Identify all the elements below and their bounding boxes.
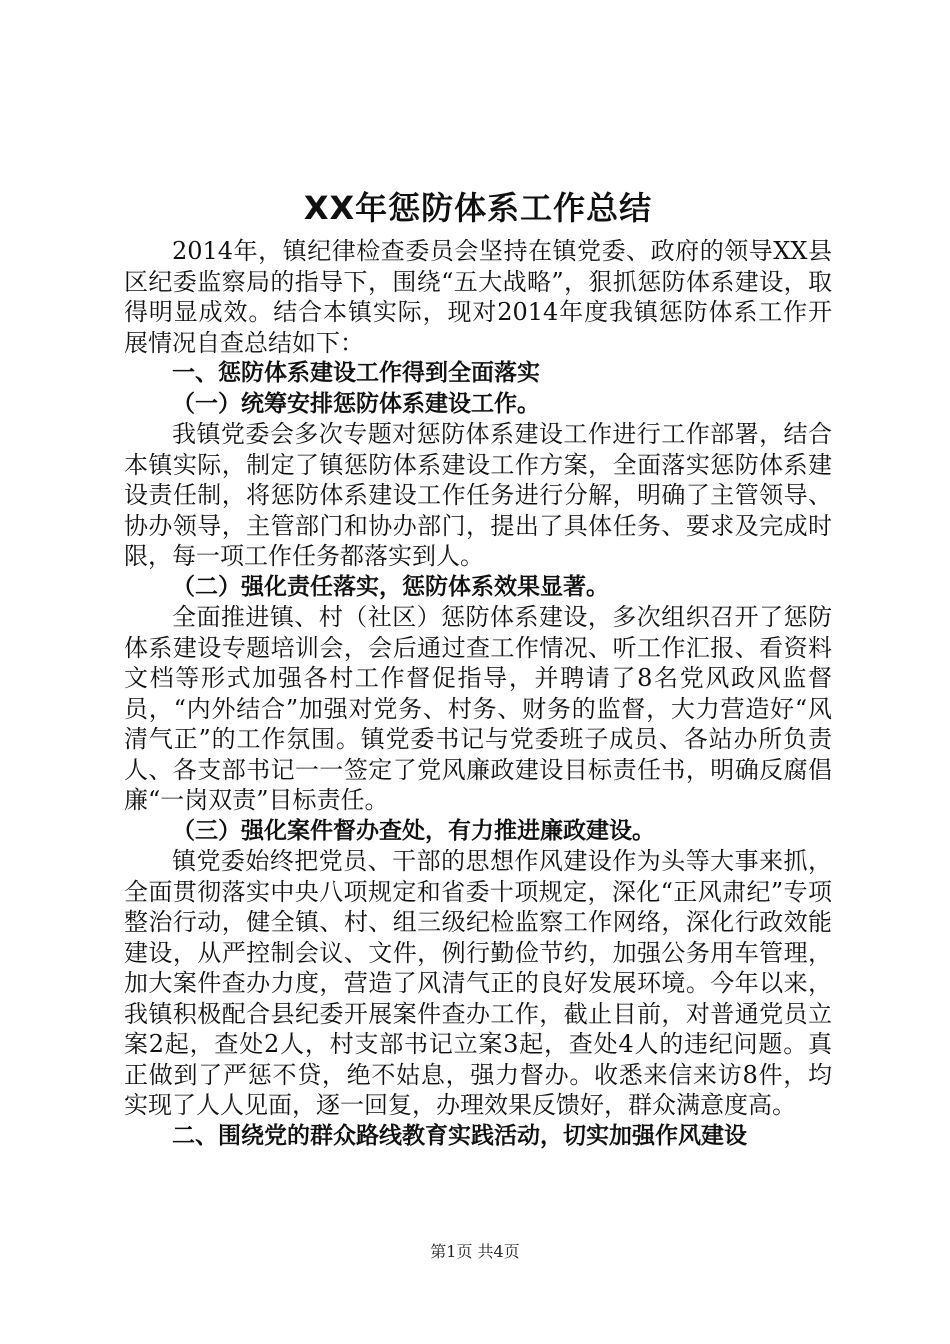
- subsection-heading-1-1: （一）统筹安排惩防体系建设工作。: [172, 390, 540, 417]
- section-heading-1: 一、惩防体系建设工作得到全面落实: [172, 360, 540, 386]
- page-number-footer: 第1页 共4页: [430, 1242, 520, 1261]
- document-title: XX年惩防体系工作总结: [303, 189, 653, 227]
- document-body: [124, 186, 832, 1151]
- section-heading-2: 二、围绕党的群众路线教育实践活动，切实加强作风建设: [172, 1122, 747, 1149]
- subsection-heading-1-2: （二）强化责任落实，惩防体系效果显著。: [172, 573, 609, 600]
- intro-paragraph: 2014年，镇纪律检查委员会坚持在镇党委、政府的领导XX县区纪委监察局的指导下，围绕“五大战略”，狠抓惩防体系建设，取得明显成效。结合本镇实际，现对2014年度我镇惩防体系工作开展情况自查总结如下：: [124, 237, 832, 357]
- body-paragraph-3: 镇党委始终把党员、干部的思想作风建设作为头等大事来抓，全面贯彻落实中央八项规定和省委十项规定，深化“正风肃纪”专项整治行动，健全镇、村、组三级纪检监察工作网络，深化行政效能建设，从严控制会议、文件，例行勤俭节约，加强公务用车管理，加大案件查办力度，营造了风清气正的良好发展环境。今年以来，我镇积极配合县纪委开展案件查办工作，截止目前，对普通党员立案2起，查处2人，村支部书记立案3起，查处4人的违纪问题。真正做到了严惩不贷，绝不姑息，强力督办。收悉来信来访8件，均实现了人人见面，逐一回复，办理效果反馈好，群众满意度高。: [124, 847, 832, 1119]
- body-paragraph-1: 我镇党委会多次专题对惩防体系建设工作进行工作部署，结合本镇实际，制定了镇惩防体系建设工作方案，全面落实惩防体系建设责任制，将惩防体系建设工作任务进行分解，明确了主管领导、协办领导，主管部门和协办部门，提出了具体任务、要求及完成时限，每一项工作任务都落实到人。: [124, 420, 832, 570]
- body-paragraph-2: 全面推进镇、村（社区）惩防体系建设，多次组织召开了惩防体系建设专题培训会，会后通过查工作情况、听工作汇报、看资料文档等形式加强各村工作督促指导，并聘请了8名党风政风监督员，“内外结合”加强对党务、村务、财务的监督，大力营造好“风清气正”的工作氛围。镇党委书记与党委班子成员、各站办所负责人、各支部书记一一签定了党风廉政建设目标责任书，明确反腐倡廉“一岗双责”目标责任。: [124, 603, 832, 814]
- subsection-heading-1-3: （三）强化案件督办查处，有力推进廉政建设。: [172, 817, 655, 844]
